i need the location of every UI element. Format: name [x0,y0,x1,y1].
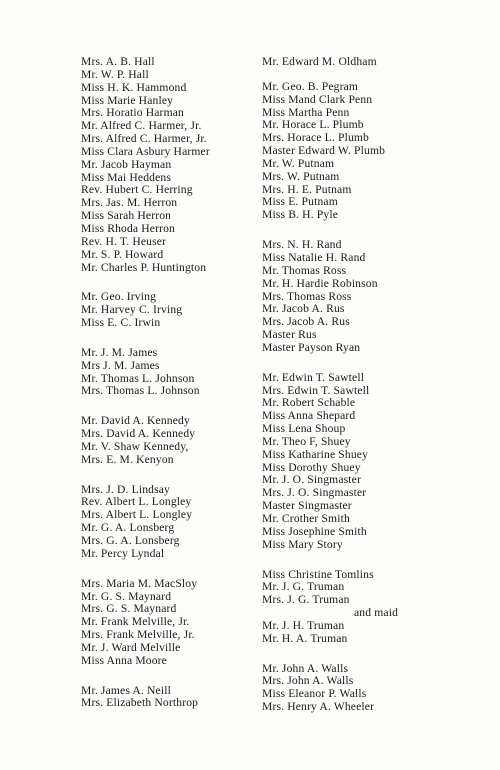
passenger-name: Mrs. Alfred C. Harmer, Jr. [81,132,207,146]
name-group [81,291,210,330]
name-group [262,239,398,355]
passenger-name: Mr. Crother Smith [262,512,350,525]
passenger-name: Mr. Jacob Hayman [81,157,172,171]
passenger-name: Mrs. Frank Melville, Jr. [81,628,195,642]
passenger-name: Mr. J. Ward Melville [81,640,181,654]
passenger-name: Mr. Edward M. Oldham [262,55,377,68]
passenger-name: Mr. G. S. Maynard [81,589,172,603]
passenger-name: Mr. Geo. B. Pegram [262,79,359,93]
passenger-name: Master Edward W. Plumb [262,144,386,158]
passenger-name: Master Rus [262,328,317,342]
name-group [81,685,210,711]
passenger-name: Miss Josephine Smith [262,524,367,538]
passenger-name: Miss Natalie H. Rand [262,250,366,264]
name-group [81,415,210,466]
passenger-name: Mrs. Horace L. Plumb [262,131,370,145]
passenger-name: Mr. David A. Kennedy [81,414,190,428]
passenger-name: Mr. Thomas Ross [262,263,347,277]
passenger-name: Mrs. Thomas L. Johnson [81,384,200,398]
passenger-name: Mr. G. A. Lonsberg [81,521,175,535]
passenger-name: Mr. James A. Neill [81,683,171,697]
name-group [262,81,398,222]
passenger-name: Mr. V. Shaw Kennedy, [81,439,189,453]
passenger-name: Miss Sarah Herron [81,209,172,223]
passenger-name: Mr. J. H. Truman [262,618,345,632]
passenger-name: Mrs. J. O. Singmaster [262,486,367,500]
passenger-name: Miss Anna Shepard [262,409,356,423]
passenger-name: Mr. Thomas L. Johnson [81,371,195,385]
passenger-name: Mrs. N. H. Rand [262,238,342,252]
passenger-name: Mrs. W. Putnam [262,169,340,183]
passenger-name: Mr. H. A. Truman [262,631,348,645]
passenger-name: Mrs. Edwin T. Sawtell [262,383,370,397]
passenger-name: Miss Eleanor P. Walls [262,687,367,701]
passenger-name: Miss Martha Penn [262,105,350,119]
passenger-name: Miss Mai Heddens [81,170,171,184]
passenger-name: Miss E. Putnam [262,195,338,209]
passenger-name: Mr. Jacob A. Rus [262,302,345,316]
passenger-name: Miss Mary Story [262,537,343,551]
name-group [262,663,398,714]
passenger-name: Mr. J. M. James [81,345,158,359]
passenger-name: Miss Lena Shoup [262,422,346,436]
passenger-name: Mrs. A. B. Hall [81,55,155,68]
passenger-name: Mr. J. O. Singmaster [262,473,361,487]
passenger-name: Rev. Hubert C. Herring [81,183,193,197]
passenger-name: Rev. Albert L. Longley [81,495,192,509]
name-group [81,56,210,274]
passenger-name: Miss Katharine Shuey [262,447,369,461]
passenger-name: Rev. H. T. Heuser [81,234,167,248]
passenger-name: Miss H. K. Hammond [81,80,187,94]
passenger-name: Miss E. C. Irwin [81,316,161,330]
left-column [81,56,210,727]
passenger-name: Mrs. Jas. M. Herron [81,196,178,210]
passenger-name: Mr. W. Putnam [262,156,335,170]
passenger-name: Miss Christine Tomlins [262,567,374,581]
passenger-name: Miss Dorothy Shuey [262,460,361,474]
name-group [81,484,210,561]
passenger-name: Master Payson Ryan [262,340,361,354]
passenger-name: Mr. H. Hardie Robinson [262,276,378,290]
name-group [262,372,398,552]
name-group [81,347,210,398]
passenger-name: Mr. Harvey C. Irving [81,303,183,317]
passenger-name: Mrs. E. M. Kenyon [81,452,174,466]
passenger-name: Mrs. Thomas Ross [262,289,352,303]
right-column [262,56,398,731]
passenger-name: Mr. Theo F, Shuey [262,434,351,448]
passenger-name: Mrs. G. A. Lonsberg [81,534,180,547]
passenger-name: Miss B. H. Pyle [262,208,339,222]
passenger-name: Mr. W. P. Hall [81,67,149,81]
passenger-name: Mr. John A. Walls [262,661,349,675]
passenger-name: Mrs. Horatio Harman [81,106,184,120]
passenger-name: Mrs. Maria M. MacSloy [81,576,198,590]
name-group [262,56,398,69]
passenger-name: Mr. Charles P. Huntington [81,260,207,274]
passenger-name: Miss Mand Clark Penn [262,92,373,106]
passenger-name: Master Singmaster [262,499,352,513]
passenger-name: Mr. Robert Schable [262,396,356,410]
passenger-name: Miss Rhoda Herron [81,221,176,235]
passenger-name: and maid [354,606,399,620]
passenger-name: Mrs. David A. Kennedy [81,427,196,441]
passenger-name: Mr. Edwin T. Sawtell [262,370,365,384]
passenger-name: Mr. Frank Melville, Jr. [81,615,190,629]
name-group [262,569,398,646]
passenger-name: Mrs. G. S. Maynard [81,602,177,616]
passenger-name: Miss Marie Hanley [81,93,174,107]
passenger-name: Mrs. Henry A. Wheeler [262,700,375,714]
passenger-name: Mrs. J. D. Lindsay [81,482,171,496]
passenger-name: Mr. S. P. Howard [81,247,164,261]
passenger-name: Mr. Geo. Irving [81,290,157,304]
passenger-name: Mr. Horace L. Plumb [262,118,364,132]
passenger-name: Mrs J. M. James [81,358,160,372]
passenger-name: Mrs. Elizabeth Northrop [81,696,199,710]
passenger-name: Mrs. John A. Walls [262,674,354,688]
passenger-name: Mr. J. G. Truman [262,580,345,594]
passenger-name: Miss Clara Asbury Harmer [81,144,210,158]
passenger-name: Mr. Alfred C. Harmer, Jr. [81,119,202,133]
passenger-name: Mrs. H. E. Putnam [262,182,352,196]
passenger-name: Miss Anna Moore [81,653,167,667]
passenger-name: Mrs. Jacob A. Rus [262,315,350,329]
passenger-name: Mrs. Albert L. Longley [81,508,193,522]
passenger-name: Mr. Percy Lyndal [81,546,165,560]
passenger-name: Mrs. J. G. Truman [262,593,350,607]
name-group [81,578,210,668]
